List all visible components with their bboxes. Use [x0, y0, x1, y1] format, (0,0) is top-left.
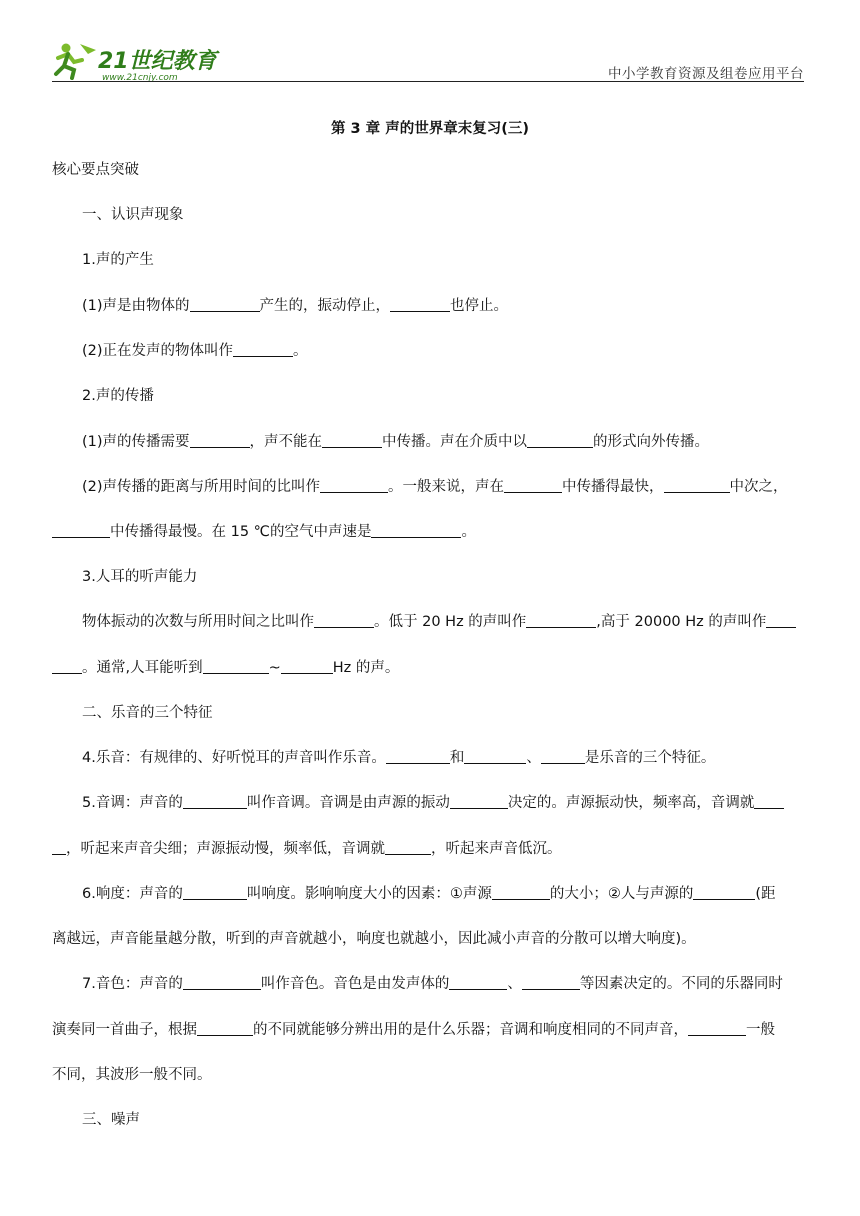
section-heading-3: 三、噪声 [82, 1112, 140, 1128]
question-line: (1)声的传播需要 ，声不能在 中传播。声在介质中以 的形式向外传播。 [82, 434, 710, 450]
question-line: 6.响度：声音的 叫响度。影响响度大小的因素：①声源 的大小；②人与声源的 (距 [82, 886, 776, 902]
question-line: 。通常,人耳能听到 ~ Hz 的声。 [52, 658, 399, 678]
question-line: 物体振动的次数与所用时间之比叫作 。低于 20 Hz 的声叫作 ,高于 20000 Hz 的声叫作 [82, 612, 796, 632]
answer-blank [52, 523, 110, 538]
answer-blank [385, 840, 431, 855]
question-line: 7.音色：声音的 叫作音色。音色是由发声体的 、 等因素决定的。不同的乐器同时 [82, 976, 783, 992]
header-divider [52, 81, 804, 82]
site-logo [52, 40, 222, 82]
answer-blank [693, 885, 755, 900]
section-core: 核心要点突破 [52, 162, 139, 178]
runner-icon [56, 44, 96, 79]
answer-blank [183, 885, 247, 900]
answer-blank [664, 478, 730, 493]
subheading-3: 3.人耳的听声能力 [82, 569, 198, 585]
answer-blank [183, 794, 247, 809]
answer-blank [390, 297, 450, 312]
answer-blank [541, 749, 585, 764]
subheading-2: 2.声的传播 [82, 388, 154, 404]
answer-blank [233, 342, 293, 357]
logo-text: 21世纪教育 [98, 49, 217, 74]
answer-blank [504, 478, 562, 493]
question-line: (1)声是由物体的 产生的，振动停止， 也停止。 [82, 298, 509, 314]
answer-blank [281, 659, 333, 674]
question-line: 离越远，声音能量越分散，听到的声音就越小，响度也就越小，因此减小声音的分散可以增大响度)。 [52, 931, 696, 947]
question-line: ，听起来声音尖细；声源振动慢，频率低，音调就 ，听起来声音低沉。 [52, 839, 562, 859]
page-header [52, 40, 804, 84]
logo-url: www.21cnjy.com [102, 73, 178, 82]
answer-blank [527, 433, 593, 448]
question-line: (2)正在发声的物体叫作 。 [82, 343, 308, 359]
answer-blank [371, 523, 461, 538]
question-line: 不同，其波形一般不同。 [52, 1067, 212, 1083]
answer-blank [688, 1021, 746, 1036]
answer-blank [492, 885, 550, 900]
subheading-1: 1.声的产生 [82, 252, 154, 268]
answer-blank [197, 1021, 253, 1036]
section-heading-1: 一、认识声现象 [82, 207, 184, 223]
answer-blank [314, 613, 374, 628]
answer-blank [464, 749, 526, 764]
answer-blank [183, 975, 261, 990]
answer-blank [203, 659, 269, 674]
answer-blank [320, 478, 388, 493]
answer-blank [190, 433, 250, 448]
answer-blank [449, 975, 507, 990]
answer-blank [526, 613, 596, 628]
answer-blank [450, 794, 508, 809]
answer-blank [52, 840, 66, 855]
question-line: 中传播得最慢。在 15 ℃的空气中声速是 。 [52, 522, 476, 542]
question-line: (2)声传播的距离与所用时间的比叫作 。一般来说，声在 中传播得最快， 中次之， [82, 479, 788, 495]
answer-blank [190, 297, 260, 312]
answer-blank [322, 433, 382, 448]
answer-blank [386, 749, 450, 764]
answer-blank [754, 794, 784, 809]
page-title: 第 3 章 声的世界章末复习(三) [331, 121, 529, 137]
question-line: 演奏同一首曲子，根据 的不同就能够分辨出用的是什么乐器；音调和响度相同的不同声音， 一般 [52, 1022, 775, 1038]
answer-blank [522, 975, 580, 990]
question-line: 4.乐音：有规律的、好听悦耳的声音叫作乐音。 和 、 是乐音的三个特征。 [82, 750, 716, 766]
platform-name: 中小学教育资源及组卷应用平台 [608, 66, 804, 82]
answer-blank [766, 613, 796, 628]
section-heading-2: 二、乐音的三个特征 [82, 705, 213, 721]
question-line: 5.音调：声音的 叫作音调。音调是由声源的振动 决定的。声源振动快，频率高，音调就 [82, 793, 784, 813]
answer-blank [52, 659, 82, 674]
